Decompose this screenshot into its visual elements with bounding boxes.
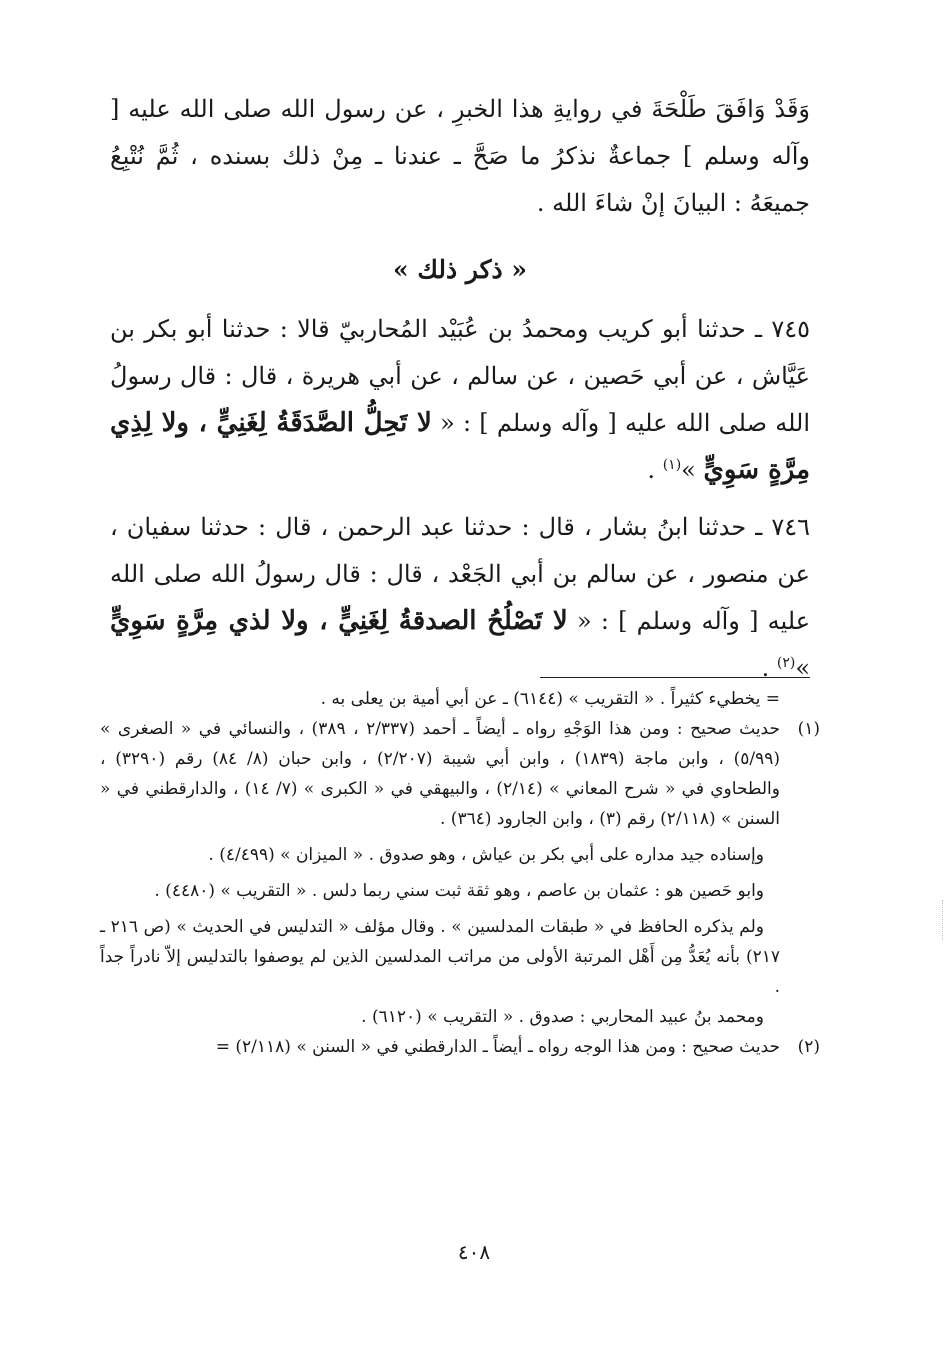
footnote-ref-2[interactable]: (٢) <box>776 655 796 671</box>
footnotes <box>100 684 820 1062</box>
footnote-1-para-5: ومحمد بنُ عبيد المحاربي : صدوق . « التقريب » (٦١٢٠) . <box>361 1007 764 1027</box>
footnote-divider <box>540 677 810 678</box>
footnote-1 <box>100 714 820 834</box>
hadith-745-chain: ٧٤٥ ـ حدثنا أبو كريب ومحمدُ بن عُبَيْد المُحاربيّ قالا : حدثنا أبو بكر بن عَيَّاش ، عن أبي حَصين ، عن سالم ، عن أبي هريرة ، قال : قال رسولُ الله صلى الله عليه [ وآله وسلم ] : « <box>110 315 810 437</box>
intro-paragraph: وَقَدْ وَافَقَ طَلْحَةَ في روايةِ هذا الخبرِ ، عن رسول الله صلى الله عليه [ وآله وسلم ] جماعةٌ نذكرُ ما صَحَّ ـ عندنا ـ مِنْ ذلك بسنده ، ثُمَّ نُتْبِعُ جميعَهُ : البيانَ إنْ شاءَ الله . <box>110 95 811 217</box>
hadith-746-chain: ٧٤٦ ـ حدثنا ابنُ بشار ، قال : حدثنا عبد الرحمن ، قال : حدثنا سفيان ، عن منصور ، عن سالم بن أبي الجَعْد ، قال : قال رسولُ الله صلى الله عليه [ وآله وسلم ] : « <box>110 513 811 635</box>
scan-edge-mark <box>942 900 944 940</box>
footnote-1-para-3: وابو حَصين هو : عثمان بن عاصم ، وهو ثقة ثبت سني ربما دلس . « التقريب » (٤٤٨٠) . <box>154 881 764 901</box>
footnote-1-text: حديث صحيح : ومن هذا الوَجْهِ رواه ـ أيضاً ـ أحمد (٢/٣٣٧ ، ٣٨٩) ، والنسائي في « الصغرى » (٥/٩٩) ، وابن ماجة (١٨٣٩) ، وابن أبي شيبة (٢/٢٠٧) ، وابن حبان (٨/ ٨٤) رقم (٣٢٩٠) ، والطحاوي في « شرح المعاني » (٢/١٤) ، والبيهقي في « الكبرى » (٧/ ١٤) ، والدارقطني في « السنن » (٢/١١٨) رقم (٣) ، وابن الجارود (٣٦٤) . <box>100 719 781 829</box>
footnote-carry <box>100 684 820 714</box>
footnote-ref-1[interactable]: (١) <box>662 457 682 473</box>
page-number: ٤٠٨ <box>457 1240 491 1264</box>
footnote-2-text: حديث صحيح : ومن هذا الوجه رواه ـ أيضاً ـ الدارقطني في « السنن » (٢/١١٨) = <box>215 1037 780 1057</box>
section-heading: « ذكر ذلك » <box>392 255 527 284</box>
hadith-746-tail: . <box>761 654 777 682</box>
hadith-745-quote-end: » <box>681 456 696 484</box>
hadith-745 <box>110 306 810 494</box>
footnote-1-para-2: وإسناده جيد مداره على أبي بكر بن عياش ، وهو صدوق . « الميزان » (٤/٤٩٩) . <box>208 845 764 865</box>
footnote-2-number: (٢) <box>797 1037 820 1057</box>
footnote-carry-text: = يخطيء كثيراً . « التقريب » (٦١٤٤) ـ عن أبي أمية بن يعلى به . <box>320 689 780 709</box>
main-text <box>110 86 810 692</box>
footnote-1-para-4: ولم يذكره الحافظ في « طبقات المدلسين » . وقال مؤلف « التدليس في الحديث » (ص ٢١٦ ـ ٢١٧) بأنه يُعَدُّ مِن أَهْل المرتبة الأولى من مراتب المدلسين الذين لم يوصفوا بالتدليس إلاّ نادراً جداً . <box>100 917 780 997</box>
footnote-1-number: (١) <box>797 719 820 739</box>
hadith-746-quote: لا تَصْلُحُ الصدقةُ لِغَنِيٍّ ، ولا لذي مِرَّةٍ سَوِيٍّ <box>110 606 568 636</box>
hadith-746 <box>110 504 810 692</box>
hadith-746-quote-end: » <box>795 654 810 682</box>
footnote-2 <box>100 1032 820 1062</box>
hadith-745-tail: . <box>647 456 663 484</box>
hadith-745-quote: لا تَحِلُّ الصَّدَقَةُ لِغَنِيٍّ ، ولا لِذِي مِرَّةٍ سَوِيٍّ <box>110 408 810 485</box>
